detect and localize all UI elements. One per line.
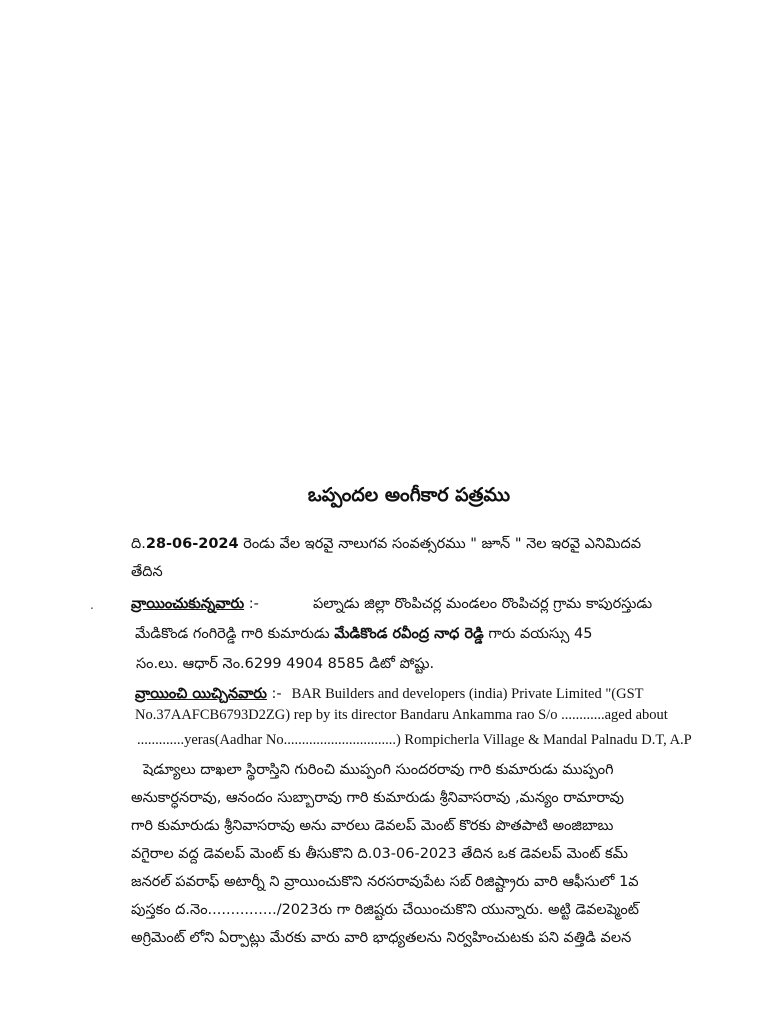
grantor-gst-line: No.37AAFCB6793D2ZG) rep by its director Bandaru Ankamma rao S/o ............aged about <box>135 707 668 723</box>
receiver-address: పల్నాడు జిల్లా రొంపిచర్ల మండలం రొంపిచర్ల గ్రామ కాపురస్తుడు <box>313 596 653 612</box>
schedule-line-7: అగ్రిమెంట్ లోని ఏర్పాట్లు మేరకు వారు వారి భాధ్యతలను నిర్వహించుటకు పని వత్తిడి వలన <box>131 930 632 946</box>
date-prefix: ది. <box>131 536 146 552</box>
agreement-date: 28-06-2024 <box>145 536 239 552</box>
receiver-line <box>131 596 259 616</box>
grantor-aadhar-line: .............yeras(Aadhar No...............................) Rompicherla Village & Mandal Palnadu D.T, A.P <box>137 732 692 748</box>
schedule-line-1: షెడ్యూలు దాఖలా స్థిరాస్తిని గురించి ముప్పంగి సుందరరావు గారి కుమారుడు ముప్పంగి <box>143 762 614 778</box>
margin-dot: . <box>90 598 94 612</box>
date-line-text: రెండు వేల ఇరవై నాలుగవ సంవత్సరము " జూన్ " నెల ఇరవై ఎనిమిదవ <box>238 536 642 552</box>
schedule-line-2: అనుకార్ధనరావు, ఆనందం సుబ్బారావు గారి కుమారుడు శ్రీనివాసరావు ,మన్యం రామారావు <box>131 790 624 806</box>
receiver-name: మేడికొండ రవీంద్ర నాధ రెడ్డి <box>334 626 484 642</box>
document-title: ఒప్పందల అంగీకార పత్రము <box>307 484 511 506</box>
schedule-line-6: పుస్తకం ద.నెం.............../2023రు గా రిజిష్టరు చేయించుకొని యున్నారు. అట్టి డెవలప్మెంట్ <box>131 902 639 918</box>
grantor-separator: :- <box>266 686 282 702</box>
receiver-age: గారు వయస్సు 45 <box>483 626 593 642</box>
grantor-company: BAR Builders and developers (india) Private Limited "(GST <box>291 686 644 702</box>
schedule-line-3: గారి కుమారుడు శ్రీనివాసరావు అను వారలు డెవలప్ మెంట్ కొరకు పొతపాటి అంజిబాబు <box>131 818 614 834</box>
grantor-label: వ్రాయించి యిచ్చినవారు <box>135 686 267 702</box>
schedule-line-5: జనరల్ పవరాఫ్ అటార్నీ ని వ్రాయించుకొని నరసరావుపేట సబ్ రిజిష్ట్రారు వారి ఆఫీసులో 1వ <box>131 874 639 890</box>
receiver-parentage: మేడికొండ గంగిరెడ్డి గారి కుమారుడు <box>135 626 335 642</box>
schedule-line-4: వగైరాల వద్ద డెవలప్ మెంట్ కు తీసుకొని ది.03-06-2023 తేదిన ఒక డెవలప్ మెంట్ కమ్ <box>131 846 628 862</box>
receiver-separator: :- <box>244 596 259 612</box>
receiver-label: వ్రాయించుకున్నవారు <box>131 596 245 612</box>
date-line <box>131 536 641 556</box>
date-line-continuation: తేదిన <box>131 564 163 580</box>
receiver-parentage-line <box>135 626 592 646</box>
receiver-aadhar-line: సం.లు. ఆధార్ నెం.6299 4904 8585 డిటో పోష్టు. <box>136 656 435 672</box>
grantor-line <box>135 686 644 706</box>
